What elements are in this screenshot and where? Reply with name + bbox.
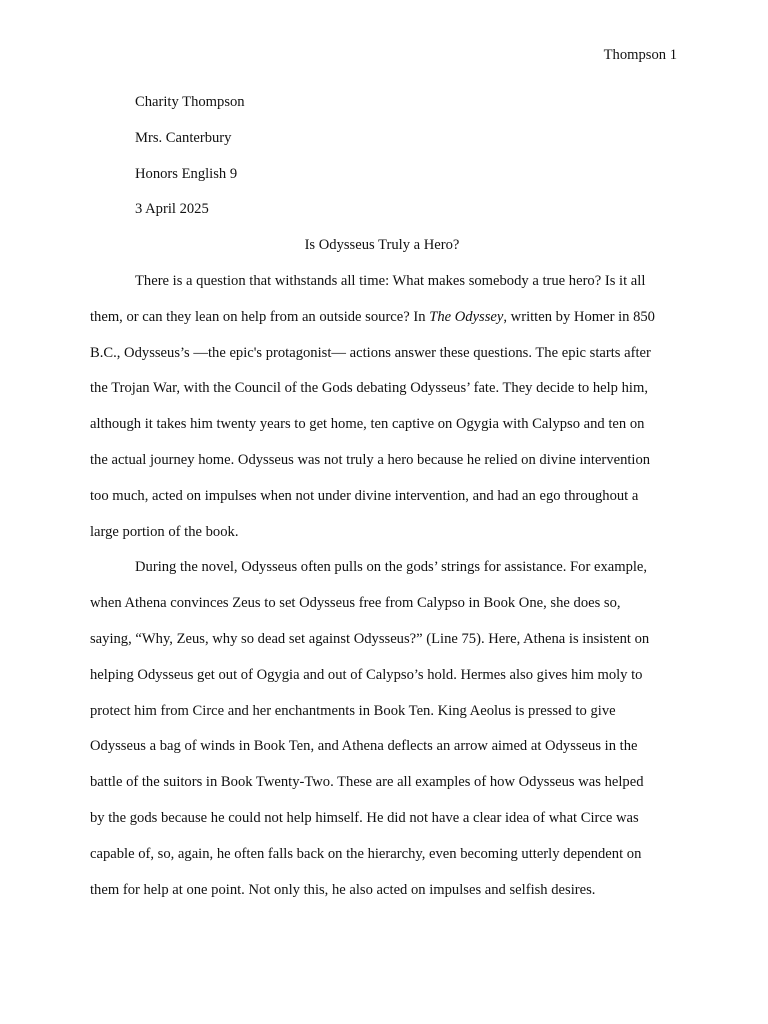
paragraph-line: There is a question that withstands all time: What makes somebody a true hero? Is it all bbox=[135, 272, 646, 289]
paragraph-line: During the novel, Odysseus often pulls on the gods’ strings for assistance. For example, bbox=[135, 559, 648, 576]
paragraph-line: too much, acted on impulses when not under divine intervention, and had an ego throughout a bbox=[90, 487, 639, 504]
paragraph-line: Odysseus a bag of winds in Book Ten, and Athena deflects an arrow aimed at Odysseus in the bbox=[90, 738, 638, 755]
paragraph-line: capable of, so, again, he often falls back on the hierarchy, even becoming utterly dependent on bbox=[90, 845, 642, 862]
paragraph-line: although it takes him twenty years to get home, ten captive on Ogygia with Calypso and ten on bbox=[90, 416, 645, 433]
paragraph-line: protect him from Circe and her enchantments in Book Ten. King Aeolus is pressed to give bbox=[90, 702, 616, 719]
paragraph-line bbox=[90, 300, 674, 336]
book-title-italic: The Odyssey bbox=[429, 308, 504, 325]
paragraph-line: the Trojan War, with the Council of the Gods debating Odysseus’ fate. They decide to help him, bbox=[90, 380, 648, 397]
paragraph-line: B.C., Odysseus’s —the epic's protagonist— actions answer these questions. The epic starts after bbox=[90, 344, 651, 361]
paragraph-line: them for help at one point. Not only this, he also acted on impulses and selfish desires. bbox=[90, 881, 596, 898]
text-run: , written by Homer in 850 bbox=[503, 308, 655, 325]
paragraph-line: saying, “Why, Zeus, why so dead set against Odysseus?” (Line 75). Here, Athena is insistent on bbox=[90, 630, 650, 647]
paragraph-line: large portion of the book. bbox=[90, 523, 239, 540]
text-run: them, or can they lean on help from an outside source? In bbox=[90, 308, 426, 325]
paragraph-line: when Athena convinces Zeus to set Odysseus free from Calypso in Book One, she does so, bbox=[90, 595, 621, 612]
essay-title: Is Odysseus Truly a Hero? bbox=[304, 237, 460, 254]
paragraph-line: battle of the suitors in Book Twenty-Two. These are all examples of how Odysseus was helped bbox=[90, 774, 644, 791]
paragraph-line: by the gods because he could not help himself. He did not have a clear idea of what Circe was bbox=[90, 809, 639, 826]
paragraph-line: helping Odysseus get out of Ogygia and out of Calypso’s hold. Hermes also gives him moly to bbox=[90, 666, 643, 683]
course-name: Honors English 9 bbox=[135, 165, 238, 182]
student-name: Charity Thompson bbox=[135, 94, 245, 110]
essay-body bbox=[90, 85, 674, 908]
paragraph-intro bbox=[90, 264, 674, 550]
paragraph-body-1 bbox=[90, 550, 674, 908]
essay-date: 3 April 2025 bbox=[135, 201, 209, 218]
running-header: Thompson 1 bbox=[603, 47, 677, 63]
paragraph-line: the actual journey home. Odysseus was not truly a hero because he relied on divine intervention bbox=[90, 451, 651, 468]
teacher-name: Mrs. Canterbury bbox=[135, 129, 232, 146]
